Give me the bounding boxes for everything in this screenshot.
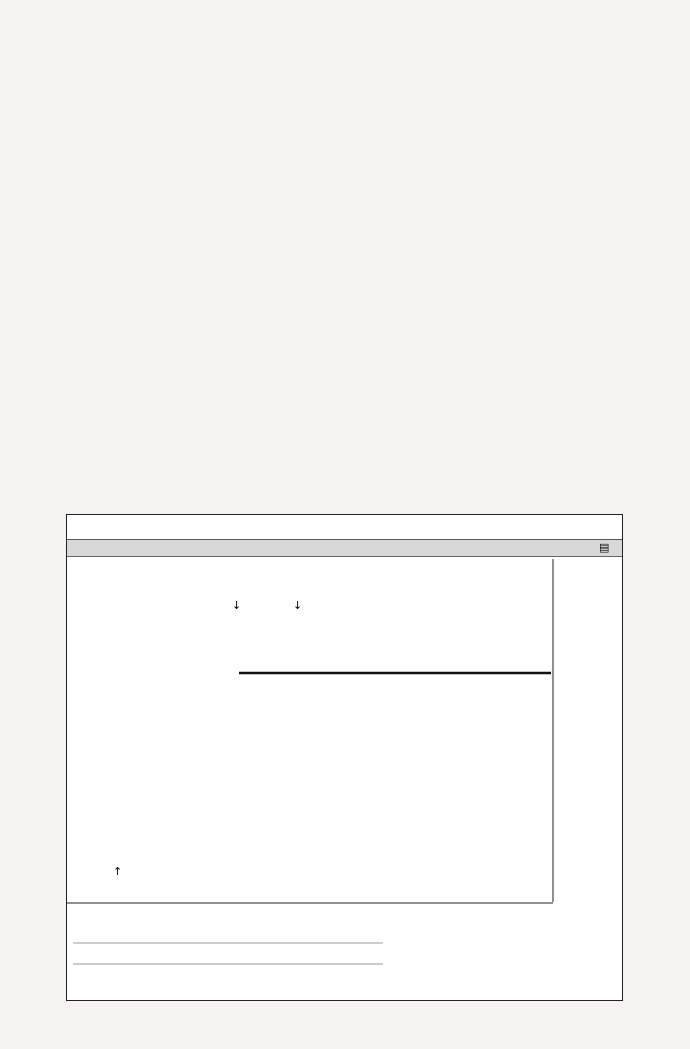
arrow-down-icon: ↓ [293,599,303,612]
arrow-up-icon: ↑ [113,865,123,878]
chart-toolbar [67,540,622,557]
figure-caption [66,1017,74,1035]
chart-svg [67,557,622,1000]
toolbar-window-icon[interactable]: ▤ [599,541,610,554]
chart-title [67,515,622,540]
arrow-down-icon: ↓ [232,599,242,612]
figure-chart [66,514,623,1001]
